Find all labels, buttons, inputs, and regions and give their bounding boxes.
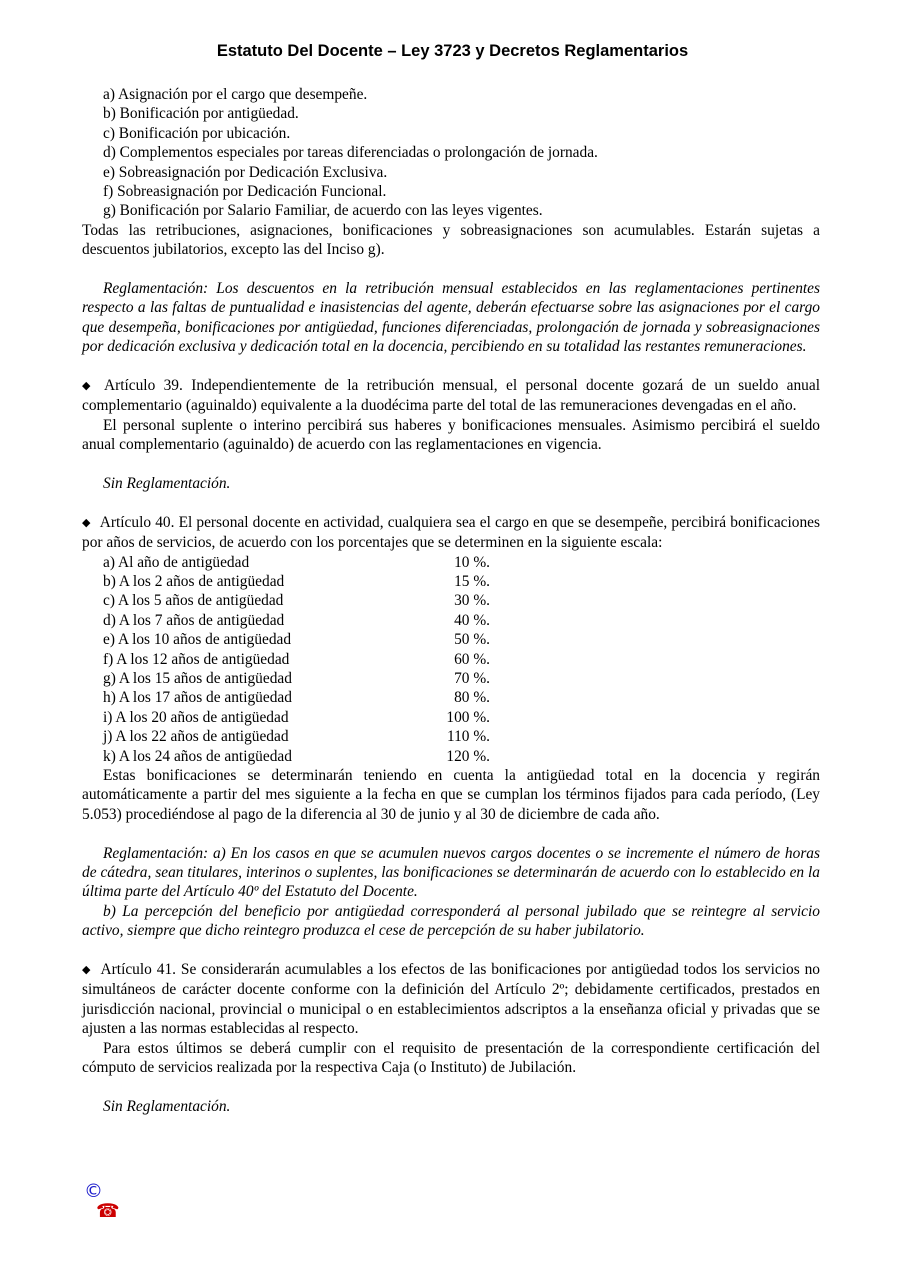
scale-percentage: 15 %. bbox=[454, 573, 490, 591]
diamond-bullet-icon: ◆ bbox=[82, 516, 91, 529]
scale-percentage: 30 %. bbox=[454, 592, 490, 610]
scale-row bbox=[82, 591, 820, 610]
scale-label: f) A los 12 años de antigüedad bbox=[103, 650, 290, 668]
phone-icon: ☎ bbox=[96, 1200, 120, 1222]
list-closing-paragraph: Todas las retribuciones, asignaciones, bonificaciones y sobreasignaciones son acumulables. Estarán sujetas a descuentos jubilatorios, excepto las del Inciso g). bbox=[82, 221, 820, 259]
scale-percentage: 50 %. bbox=[454, 631, 490, 649]
list-item: e) Sobreasignación por Dedicación Exclusiva. bbox=[103, 163, 388, 181]
page-header-title: Estatuto Del Docente – Ley 3723 y Decretos Reglamentarios bbox=[216, 42, 689, 60]
scale-row bbox=[82, 630, 820, 649]
reglamentacion-paragraph: Reglamentación: a) En los casos en que se acumulen nuevos cargos docentes o se incremente el número de horas de cátedra, sean titulares, interinos o suplentes, las bonificaciones se determinarán de acuerdo con lo establecido en la última parte del Artículo 40º del Estatuto del Docente. bbox=[82, 844, 820, 901]
sin-reglamentacion: Sin Reglamentación. bbox=[103, 475, 231, 493]
list-item: d) Complementos especiales por tareas diferenciadas o prolongación de jornada. bbox=[103, 144, 598, 162]
scale-row bbox=[82, 611, 820, 630]
scale-label: e) A los 10 años de antigüedad bbox=[103, 631, 292, 649]
scale-label: j) A los 22 años de antigüedad bbox=[103, 728, 289, 746]
diamond-bullet-icon: ◆ bbox=[82, 964, 92, 977]
scale-label: k) A los 24 años de antigüedad bbox=[103, 747, 292, 765]
scale-row bbox=[82, 572, 820, 591]
scale-percentage: 110 %. bbox=[446, 728, 490, 746]
articulo-41-text: Artículo 41. Se considerarán acumulables a los efectos de las bonificaciones por antigüedad todos los servicios no simultáneos de carácter docente conforme con la definición del Artículo 2º; debidamente certificados, prestados en jurisdicción nacional, provincial o municipal o en establecimientos adscriptos a la enseñanza oficial y privadas que se ajusten a las normas establecidas al respecto. bbox=[82, 961, 820, 1038]
reglamentacion-paragraph: Reglamentación: Los descuentos en la retribución mensual establecidos en las reglamentaciones pertinentes respecto a las faltas de puntualidad e inasistencias del agente, deberán efectuarse sobre las asignaciones por el cargo que desempeña, bonificaciones por antigüedad, funciones diferenciadas, prolongación de jornada y sobreasignaciones por dedicación exclusiva y dedicación total en la docencia, percibiendo en su totalidad las restantes remuneraciones. bbox=[82, 280, 820, 356]
scale-label: g) A los 15 años de antigüedad bbox=[103, 670, 292, 688]
articulo-39-paragraph bbox=[82, 376, 820, 416]
list-item: a) Asignación por el cargo que desempeñe. bbox=[103, 86, 368, 103]
copyright-icon: © bbox=[84, 1180, 103, 1202]
articulo-40-text: Artículo 40. El personal docente en actividad, cualquiera sea el cargo en que se desempeñe, percibirá bonificaciones por años de servicios, de acuerdo con los porcentajes que se determinen en la siguiente escala: bbox=[82, 513, 820, 552]
list-item: f) Sobreasignación por Dedicación Funcional. bbox=[103, 183, 387, 201]
scale-percentage: 120 %. bbox=[446, 747, 490, 765]
scale-label: i) A los 20 años de antigüedad bbox=[103, 708, 289, 726]
scale-percentage: 80 %. bbox=[454, 689, 490, 707]
scale-percentage: 100 %. bbox=[446, 708, 490, 726]
scale-row bbox=[82, 688, 820, 707]
articulo-39-text: Artículo 39. Independientemente de la retribución mensual, el personal docente gozará de un sueldo anual complementario (aguinaldo) equivalente a la duodécima parte del total de las remuneraciones devengadas en el año. bbox=[82, 377, 820, 415]
antiguedad-scale bbox=[82, 553, 820, 766]
scale-label: d) A los 7 años de antigüedad bbox=[103, 611, 285, 629]
scale-row bbox=[82, 727, 820, 746]
scale-row bbox=[82, 553, 820, 572]
scale-label: c) A los 5 años de antigüedad bbox=[103, 592, 284, 610]
scale-percentage: 70 %. bbox=[454, 670, 490, 688]
sin-reglamentacion: Sin Reglamentación. bbox=[103, 1097, 231, 1115]
articulo-40-closing: Estas bonificaciones se determinarán teniendo en cuenta la antigüedad total en la docencia y regirán automáticamente a partir del mes siguiente a la fecha en que se cumplan los términos fijados para cada período, (Ley 5.053) procediéndose al pago de la diferencia al 30 de junio y al 30 de diciembre de cada año. bbox=[82, 766, 820, 823]
scale-label: h) A los 17 años de antigüedad bbox=[103, 689, 292, 707]
scale-row bbox=[82, 650, 820, 669]
list-item: b) Bonificación por antigüedad. bbox=[103, 105, 299, 123]
scale-percentage: 40 %. bbox=[454, 611, 490, 629]
articulo-40-paragraph bbox=[82, 513, 820, 553]
reglamentacion-paragraph: b) La percepción del beneficio por antigüedad corresponderá al personal jubilado que se reintegre al servicio activo, siempre que dicho reintegro produzca el cese de percepción de su haber jubilatorio. bbox=[82, 902, 820, 940]
scale-percentage: 60 %. bbox=[454, 650, 490, 668]
scale-percentage: 10 %. bbox=[454, 553, 490, 571]
scale-row bbox=[82, 708, 820, 727]
articulo-39-paragraph-2: El personal suplente o interino percibirá sus haberes y bonificaciones mensuales. Asimismo percibirá el sueldo anual complementario (aguinaldo) de acuerdo con las reglamentaciones en vigencia. bbox=[82, 416, 820, 454]
articulo-41-paragraph-2: Para estos últimos se deberá cumplir con el requisito de presentación de la correspondiente certificación del cómputo de servicios realizada por la respectiva Caja (o Instituto) de Jubilación. bbox=[82, 1039, 820, 1077]
list-item: g) Bonificación por Salario Familiar, de acuerdo con las leyes vigentes. bbox=[103, 202, 543, 220]
scale-label: a) Al año de antigüedad bbox=[103, 553, 250, 571]
list-item: c) Bonificación por ubicación. bbox=[103, 124, 291, 142]
articulo-41-paragraph bbox=[82, 960, 820, 1039]
scale-row bbox=[82, 747, 820, 766]
diamond-bullet-icon: ◆ bbox=[82, 380, 95, 393]
document-body bbox=[82, 85, 820, 1116]
scale-row bbox=[82, 669, 820, 688]
scale-label: b) A los 2 años de antigüedad bbox=[103, 573, 285, 591]
